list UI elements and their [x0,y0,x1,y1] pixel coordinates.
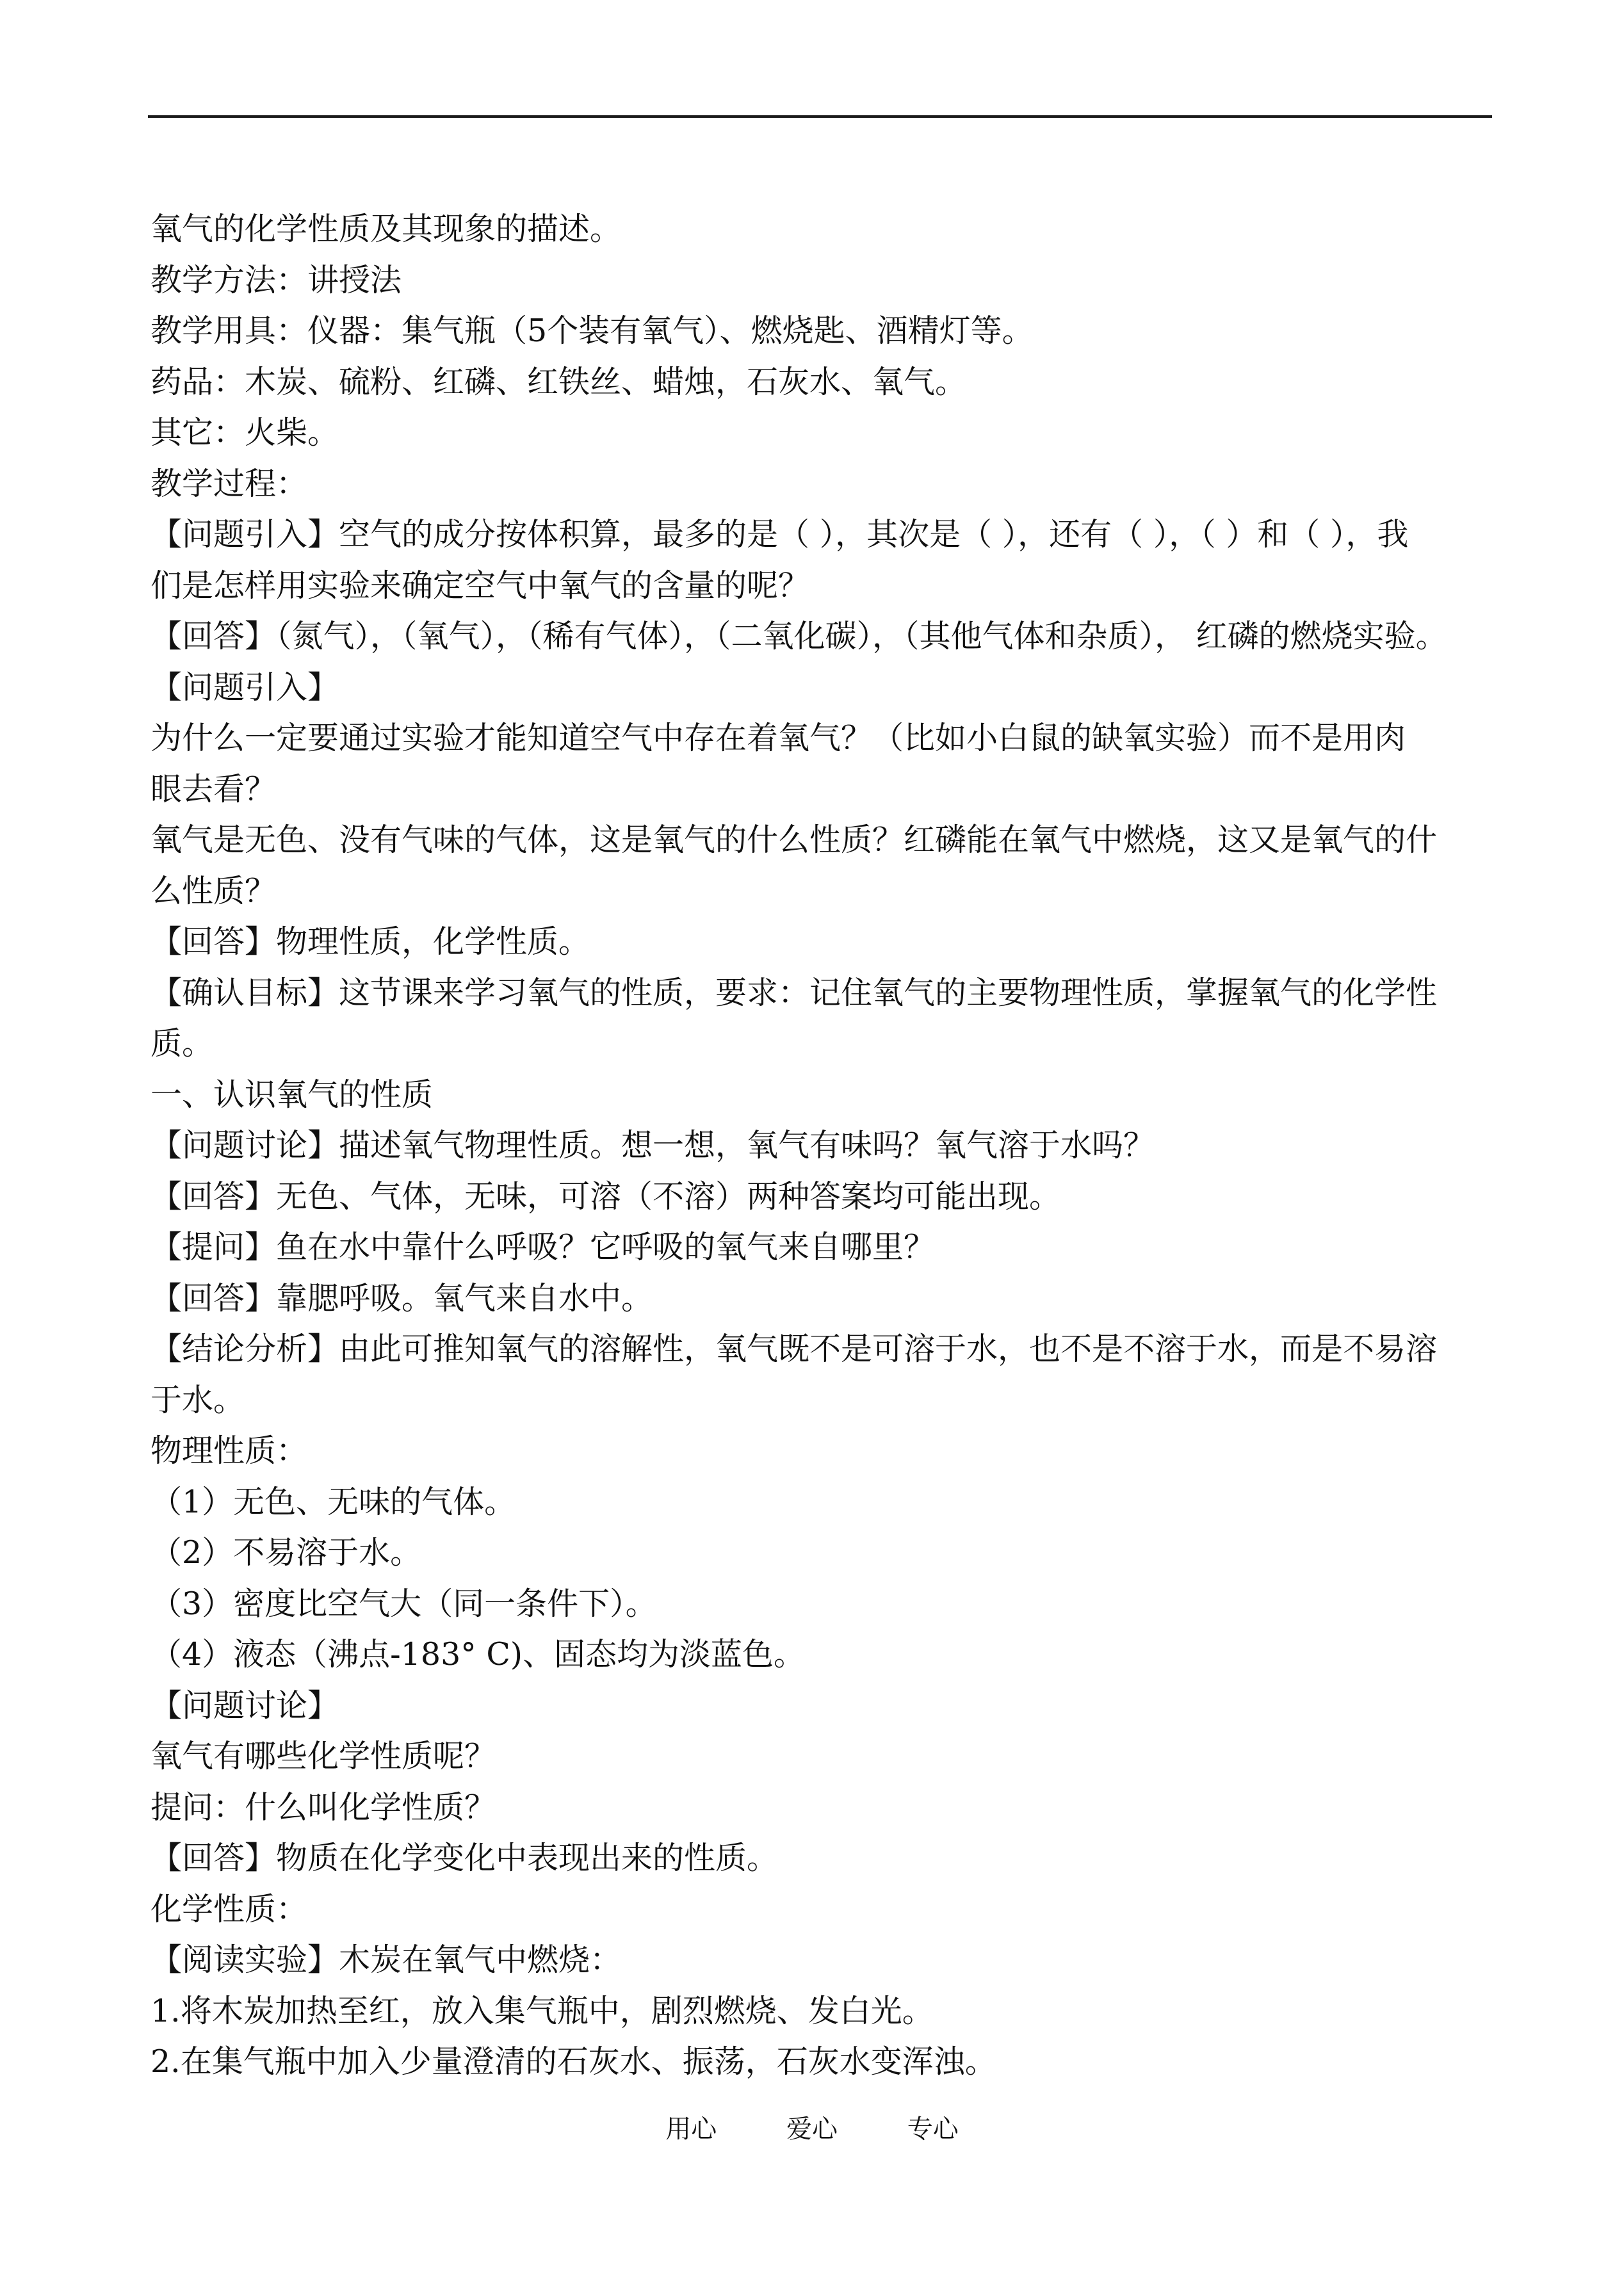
line-34: 化学性质： [150,1890,308,1927]
line-31: 氧气有哪些化学性质呢？ [150,1738,496,1774]
footer-item-3: 专心 [907,2114,959,2144]
line-2: 教学方法：讲授法 [150,261,402,298]
line-9: 【回答】（氮气），（氧气），（稀有气体），（二氧化碳），（其他气体和杂质）， 红磷的燃烧实验。 [150,618,1447,654]
line-36: 1.将木炭加热至红，放入集气瓶中，剧烈燃烧、发白光。 [150,1992,934,2029]
line-19: 【问题讨论】描述氧气物理性质。想一想，氧气有味吗？氧气溶于水吗？ [150,1127,1155,1164]
line-23: 【结论分析】由此可推知氧气的溶解性，氧气既不是可溶于水，也不是不溶于水，而是不易溶 [150,1331,1438,1367]
footer-item-2: 爱心 [786,2114,838,2144]
line-12: 眼去看？ [150,770,277,807]
line-32: 提问：什么叫化学性质？ [150,1788,496,1826]
line-25: 物理性质： [150,1432,308,1469]
line-13: 氧气是无色、没有气味的气体，这是氧气的什么性质？红磷能在氧气中燃烧，这又是氧气的什 [150,822,1438,858]
line-35: 【阅读实验】木炭在氧气中燃烧： [150,1942,622,1978]
line-8: 们是怎样用实验来确定空气中氧气的含量的呢？ [150,567,810,604]
document-body [150,204,1502,2088]
line-5: 其它：火柴。 [150,414,339,451]
footer-item-1: 用心 [665,2114,717,2144]
line-3: 教学用具：仪器：集气瓶（5个装有氧气）、燃烧匙、酒精灯等。 [150,312,1034,349]
line-7: 【问题引入】空气的成分按体积算，最多的是（ ），其次是（ ），还有（ ），（ ）和（ ），我 [150,516,1409,553]
line-10: 【问题引入】 [150,669,339,706]
line-33: 【回答】物质在化学变化中表现出来的性质。 [150,1840,779,1876]
line-14: 么性质？ [150,872,277,909]
line-16: 【确认目标】这节课来学习氧气的性质，要求：记住氧气的主要物理性质，掌握氧气的化学性 [150,974,1438,1011]
line-30: 【问题讨论】 [150,1687,339,1724]
line-37: 2.在集气瓶中加入少量澄清的石灰水、振荡，石灰水变浑浊。 [150,2043,996,2080]
line-20: 【回答】无色、气体，无味，可溶（不溶）两种答案均可能出现。 [150,1178,1061,1215]
line-18: 一、认识氧气的性质 [150,1076,434,1113]
line-11: 为什么一定要通过实验才能知道空气中存在着氧气？（比如小白鼠的缺氧实验）而不是用肉 [150,720,1406,756]
line-6: 教学过程： [150,465,308,502]
line-28: （3）密度比空气大（同一条件下）。 [150,1585,657,1622]
line-4: 药品：木炭、硫粉、红磷、红铁丝、蜡烛，石灰水、氧气。 [150,363,967,400]
line-21: 【提问】鱼在水中靠什么呼吸？它呼吸的氧气来自哪里？ [150,1229,936,1265]
page-footer [0,2110,1624,2148]
line-27: （2）不易溶于水。 [150,1534,422,1571]
line-1: 氧气的化学性质及其现象的描述。 [150,211,622,247]
line-17: 质。 [150,1025,214,1062]
line-26: （1）无色、无味的气体。 [150,1483,516,1520]
line-22: 【回答】靠腮呼吸。氧气来自水中。 [150,1279,653,1317]
line-29: （4）液态（沸点-183° C)、固态均为淡蓝色。 [150,1636,805,1673]
line-15: 【回答】物理性质，化学性质。 [150,923,590,960]
header-rule [148,115,1492,118]
line-24: 于水。 [150,1381,245,1418]
